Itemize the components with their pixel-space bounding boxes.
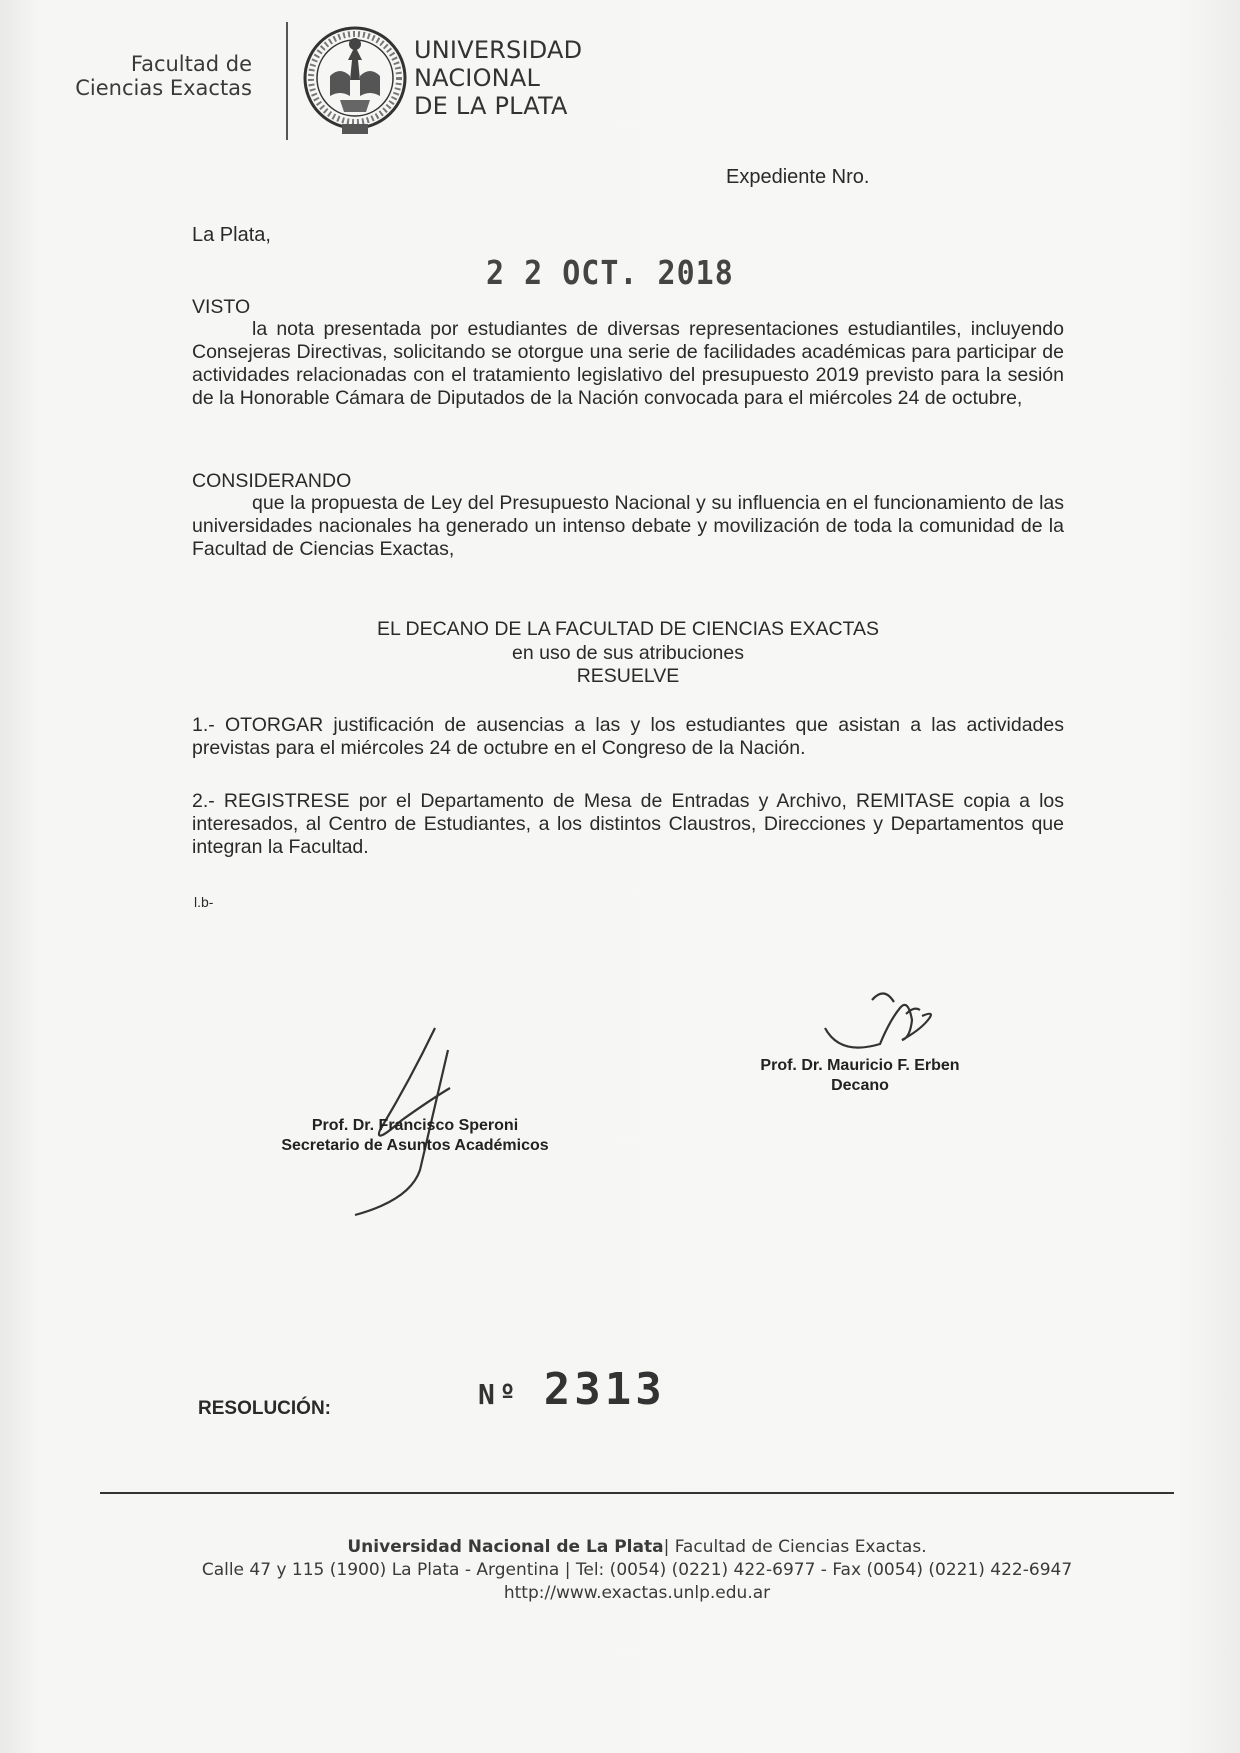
resolution-label: RESOLUCIÓN: [198,1398,331,1419]
university-line-1: UNIVERSIDAD [414,36,583,64]
initials: l.b- [194,894,214,910]
articulo-1: 1.- OTORGAR justificación de ausencias a las y los estudiantes que asistan a las actividades previstas para el miércoles 24 de octubre en el Congreso de la Nación. [192,714,1064,759]
resolution-number: 2313 [543,1364,666,1415]
resuelve-line-2: en uso de sus atribuciones [512,642,744,664]
footer-university: Universidad Nacional de La Plata [347,1537,664,1557]
footer-address: Calle 47 y 115 (1900) La Plata - Argentina | Tel: (0054) (0221) 422-6977 - Fax (0054) (0221) 422-6947 [201,1560,1073,1580]
footer-faculty: | Facultad de Ciencias Exactas. [663,1537,927,1557]
footer [100,1536,1174,1605]
faculty-name [60,52,252,100]
articulo-2: 2.- REGISTRESE por el Departamento de Mesa de Entradas y Archivo, REMITASE copia a los interesados, al Centro de Estudiantes, a los distintos Claustros, Direcciones y Departamentos que integran la Facultad. [192,790,1064,858]
resolution-number-stamp [478,1364,666,1415]
university-name [414,36,582,120]
visto-heading: VISTO [192,296,251,318]
place-label: La Plata, [192,224,271,246]
secretario-signature-block [250,1116,580,1156]
secretario-name: Prof. Dr. Francisco Speroni [311,1117,519,1134]
footer-divider [100,1492,1174,1494]
decano-name: Prof. Dr. Mauricio F. Erben [760,1057,960,1074]
secretario-title: Secretario de Asuntos Académicos [281,1137,549,1154]
header-divider [286,22,288,140]
expediente-label: Expediente Nro. [726,166,870,188]
university-seal-icon [300,20,410,142]
resolution-prefix: Nº [478,1378,520,1411]
university-line-3: DE LA PLATA [414,92,568,120]
visto-text: la nota presentada por estudiantes de diversas representaciones estudiantiles, incluyendo Consejeras Directivas, solicitando se otorgue una serie de facilidades académicas para participar de actividades relacionadas con el tratamiento legislativo del presupuesto 2019 previsto para la sesión de la Honorable Cámara de Diputados de la Nación convocada para el miércoles 24 de octubre, [192,318,1064,409]
faculty-line-1: Facultad de [130,52,252,76]
decano-signature-block [740,1056,980,1096]
faculty-line-2: Ciencias Exactas [75,76,252,100]
footer-line-1 [100,1536,1174,1559]
footer-url: http://www.exactas.unlp.edu.ar [503,1583,771,1603]
resuelve-line-1: EL DECANO DE LA FACULTAD DE CIENCIAS EXACTAS [376,618,880,640]
resuelve-line-3: RESUELVE [576,665,680,687]
considerando-heading: CONSIDERANDO [192,470,352,492]
date-stamp: 2 2 OCT. 2018 [486,254,734,293]
decano-title: Decano [831,1077,889,1094]
university-line-2: NACIONAL [414,64,541,92]
considerando-text: que la propuesta de Ley del Presupuesto Nacional y su influencia en el funcionamiento de las universidades nacionales ha generado un intenso debate y movilización de toda la comunidad de la Facultad de Ciencias Exactas, [192,492,1064,560]
